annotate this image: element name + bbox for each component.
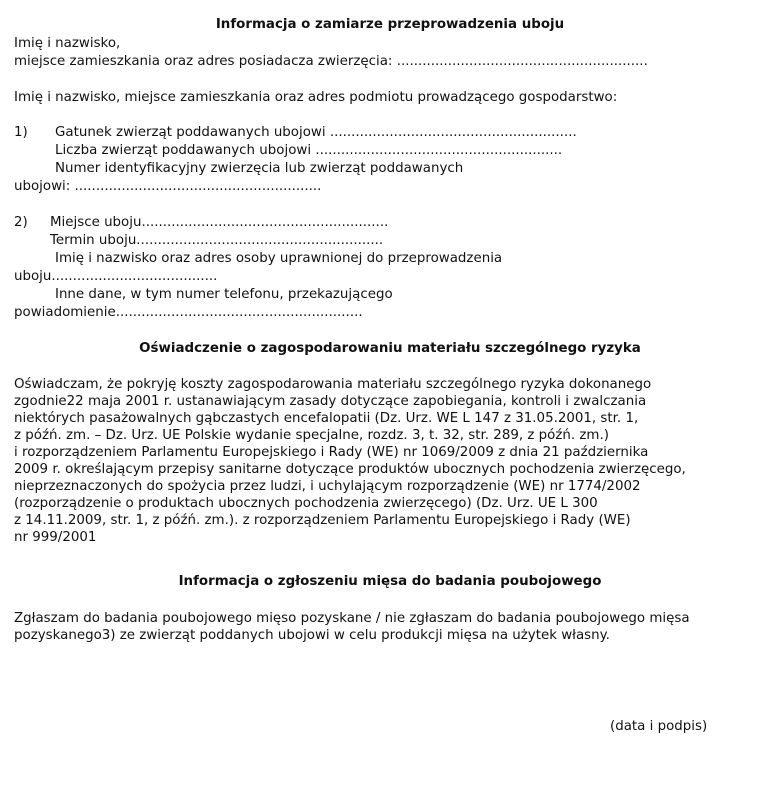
item-1-species-field: Gatunek zwierząt poddawanych ubojowi .......................................................... (55, 125, 577, 140)
item-1-id-label-line-1: Numer identyfikacyjny zwierzęcia lub zwierząt poddawanych (55, 161, 464, 176)
item-1-count-field: Liczba zwierząt poddawanych ubojowi .......................................................... (55, 143, 563, 158)
item-2-place-field: Miejsce uboju.......................................................... (50, 215, 389, 230)
declaration-line: nieprzeznaczonych do spożycia przez ludzi, i uchylającym rozporządzenie (WE) nr 1774/2002 (14, 479, 641, 494)
declaration-line: Oświadczam, że pokryję koszty zagospodarowania materiału szczególnego ryzyka dokonanego (14, 377, 652, 392)
section-title-slaughter-intent: Informacja o zamiarze przeprowadzenia uboju (215, 17, 565, 32)
farm-operator-label: Imię i nazwisko, miejsce zamieszkania oraz adres podmiotu prowadzącego gospodarstwo: (14, 90, 618, 105)
declaration-line: z 14.11.2009, str. 1, z późń. zm.). z rozporządzeniem Parlamentu Europejskiego i Rady (WE) (14, 513, 631, 528)
inspection-line: pozyskanego3) ze zwierząt poddanych ubojowi w celu produkcji mięsa na użytek własny. (14, 628, 610, 643)
declaration-line: 2009 r. określającym przepisy sanitarne dotyczące produktów ubocznych pochodzenia zwierzęcego, (14, 462, 686, 477)
declaration-line: i rozporządzeniem Parlamentu Europejskiego i Rady (WE) nr 1069/2009 z dnia 21 października (14, 445, 649, 460)
item-2-date-field: Termin uboju.......................................................... (50, 233, 384, 248)
declaration-line: zgodnie22 maja 2001 r. ustanawiającym zasady dotyczące zapobiegania, kontroli i zwalczania (14, 394, 647, 409)
item-1-number: 1) (14, 125, 28, 140)
declaration-line: z późń. zm. – Dz. Urz. UE Polskie wydanie specjalne, rozdz. 3, t. 32, str. 289, z późń. zm.) (14, 428, 609, 443)
item-2-other-label-line-1: Inne dane, w tym numer telefonu, przekazującego (55, 287, 393, 302)
section-title-srm-declaration: Oświadczenie o zagospodarowaniu materiału szczególnego ryzyka (139, 341, 641, 356)
item-2-person-label-line-2: uboju....................................... (14, 269, 218, 284)
declaration-line: niektórych pasażowalnych gąbczastych encefalopatii (Dz. Urz. WE L 147 z 31.05.2001, str. 1, (14, 411, 639, 426)
section-title-meat-inspection: Informacja o zgłoszeniu mięsa do badania poubojowego (178, 574, 602, 589)
signature-label: (data i podpis) (610, 719, 708, 734)
item-2-person-label-line-1: Imię i nazwisko oraz adres osoby uprawnionej do przeprowadzenia (55, 251, 503, 266)
item-1-id-label-line-2: ubojowi: .......................................................... (14, 179, 322, 194)
inspection-line: Zgłaszam do badania poubojowego mięso pozyskane / nie zgłaszam do badania poubojowego mięsa (14, 611, 690, 626)
declaration-line: (rozporządzenie o produktach ubocznych pochodzenia zwierzęcego) (Dz. Urz. UE L 300 (14, 496, 598, 511)
owner-label-line-1: Imię i nazwisko, (14, 36, 121, 51)
declaration-line: nr 999/2001 (14, 530, 97, 545)
item-2-other-label-line-2: powiadomienie.......................................................... (14, 305, 363, 320)
owner-label-line-2: miejsce zamieszkania oraz adres posiadacza zwierzęcia: ........................................................... (14, 54, 648, 69)
item-2-number: 2) (14, 215, 28, 230)
